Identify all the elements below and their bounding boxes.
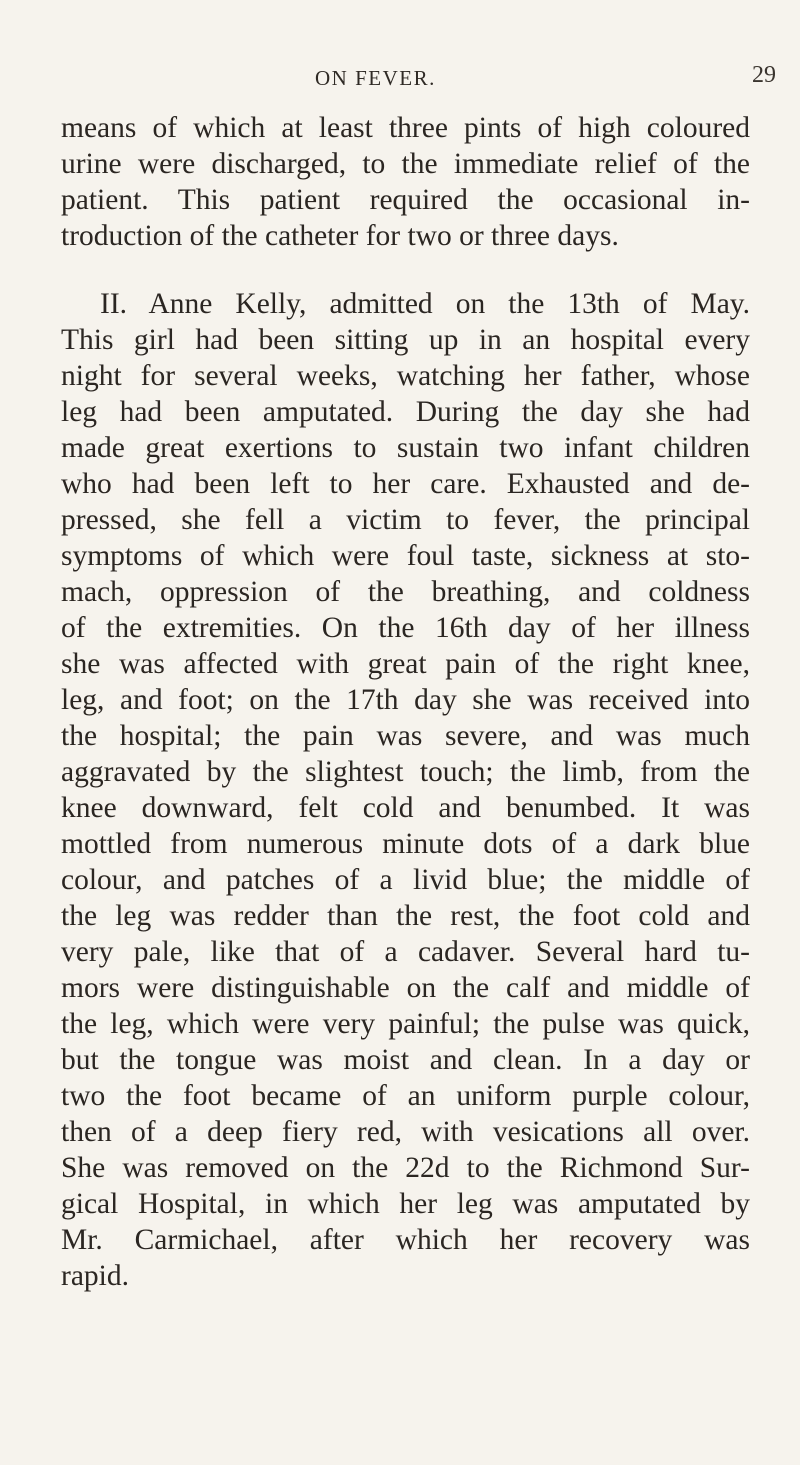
text-line: pressed, she fell a victim to fever, the principal — [61, 504, 750, 536]
text-line: but the tongue was moist and clean. In a day or — [61, 1044, 750, 1076]
text-line: the hospital; the pain was severe, and was much — [61, 720, 750, 752]
text-line: patient. This patient required the occasional in- — [61, 184, 750, 216]
text-line: the leg, which were very painful; the pulse was quick, — [61, 1008, 750, 1040]
text-line: mors were distinguishable on the calf and middle of — [61, 972, 750, 1004]
text-line: rapid. — [61, 1260, 129, 1292]
text-line: II. Anne Kelly, admitted on the 13th of May. — [100, 288, 750, 320]
text-line: means of which at least three pints of high coloured — [61, 112, 750, 144]
text-line: mottled from numerous minute dots of a dark blue — [61, 828, 750, 860]
text-line: mach, oppression of the breathing, and coldness — [61, 576, 750, 608]
text-line: leg had been amputated. During the day she had — [61, 396, 750, 428]
text-line: urine were discharged, to the immediate relief of the — [61, 148, 750, 180]
text-line: night for several weeks, watching her father, whose — [61, 360, 750, 392]
text-line: very pale, like that of a cadaver. Several hard tu- — [61, 936, 750, 968]
text-line: gical Hospital, in which her leg was amputated by — [61, 1188, 750, 1220]
page-number: 29 — [752, 62, 776, 88]
text-line: troduction of the catheter for two or three days. — [61, 220, 619, 252]
text-line: made great exertions to sustain two infant children — [61, 432, 750, 464]
text-line: leg, and foot; on the 17th day she was received into — [61, 684, 750, 716]
text-line: She was removed on the 22d to the Richmond Sur- — [61, 1152, 750, 1184]
text-line: colour, and patches of a livid blue; the middle of — [61, 864, 750, 896]
text-line: aggravated by the slightest touch; the limb, from the — [61, 756, 750, 788]
text-line: of the extremities. On the 16th day of her illness — [61, 612, 750, 644]
text-line: she was affected with great pain of the right knee, — [61, 648, 750, 680]
text-line: Mr. Carmichael, after which her recovery was — [61, 1224, 750, 1256]
text-line: This girl had been sitting up in an hospital every — [61, 324, 750, 356]
text-line: knee downward, felt cold and benumbed. It was — [61, 792, 750, 824]
text-line: the leg was redder than the rest, the foot cold and — [61, 900, 750, 932]
text-line: two the foot became of an uniform purple colour, — [61, 1080, 750, 1112]
running-head: ON FEVER. — [315, 66, 436, 90]
text-line: who had been left to her care. Exhausted and de- — [61, 468, 750, 500]
text-line: symptoms of which were foul taste, sickness at sto- — [61, 540, 750, 572]
text-line: then of a deep fiery red, with vesications all over. — [61, 1116, 750, 1148]
